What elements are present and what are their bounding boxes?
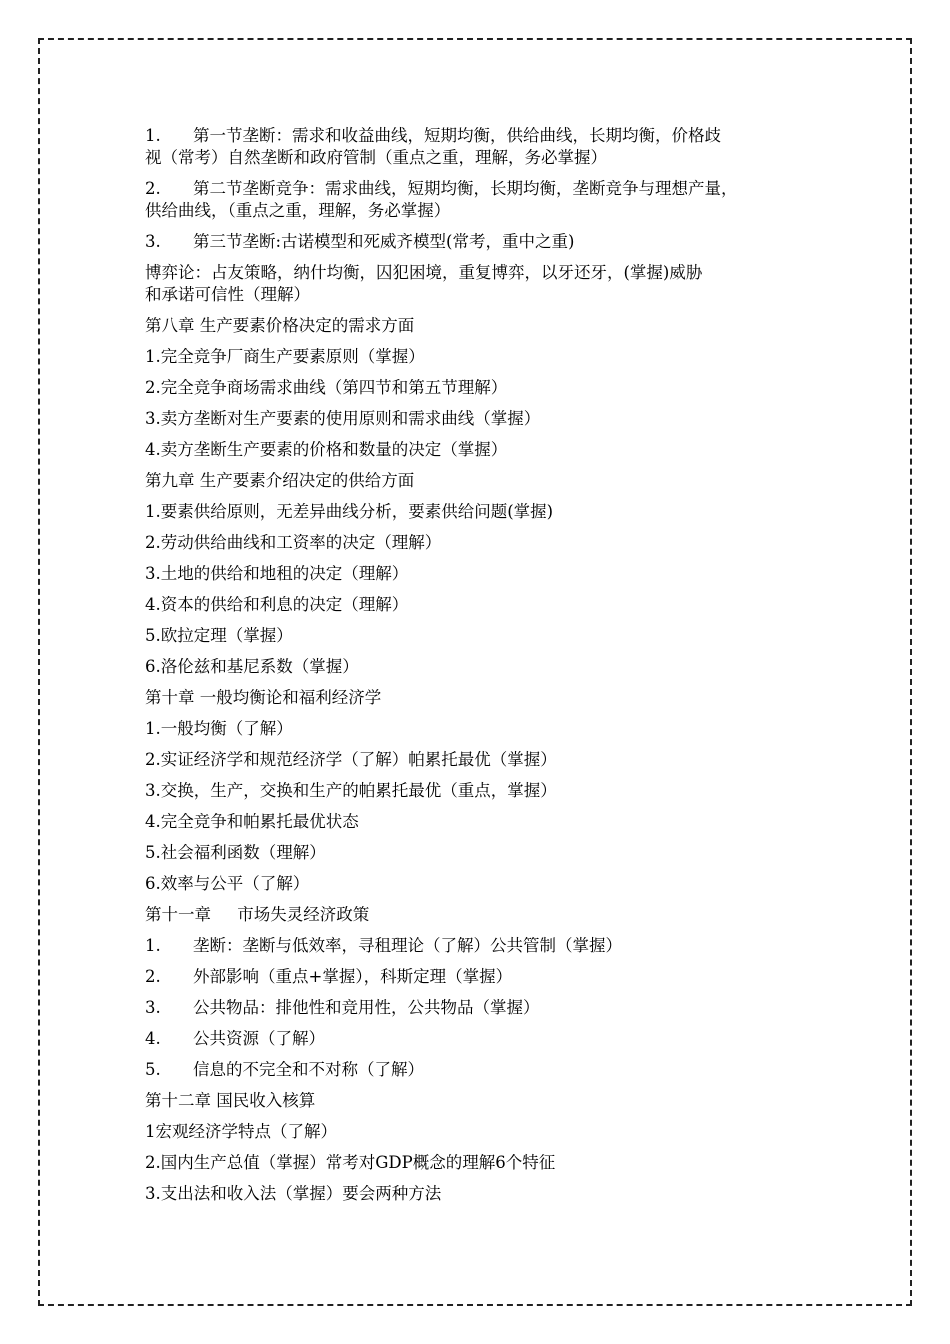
text: 6.效率与公平（了解） [145, 874, 310, 893]
text-line [145, 147, 820, 169]
paragraph [145, 563, 820, 585]
paragraph [145, 1028, 820, 1050]
paragraph [145, 687, 820, 709]
paragraph [145, 125, 820, 169]
text-line [145, 262, 820, 284]
text: 外部影响（重点+掌握），科斯定理（掌握） [193, 967, 513, 986]
text-line [145, 780, 820, 802]
text-line [145, 200, 820, 222]
text-line [145, 935, 820, 957]
list-number: 2. [145, 967, 161, 986]
text-line [145, 1059, 820, 1081]
text: 5.欧拉定理（掌握） [145, 626, 293, 645]
text: 第一节垄断：需求和收益曲线，短期均衡，供给曲线，长期均衡，价格歧 [193, 126, 721, 145]
paragraph [145, 501, 820, 523]
text: 博弈论：占友策略，纳什均衡，囚犯困境，重复博弈，以牙还牙，(掌握)威胁 [145, 263, 703, 282]
paragraph [145, 873, 820, 895]
paragraph [145, 718, 820, 740]
text: 和承诺可信性（理解） [145, 285, 310, 304]
paragraph [145, 811, 820, 833]
text: 第二节垄断竞争：需求曲线，短期均衡，长期均衡，垄断竞争与理想产量， [193, 179, 738, 198]
list-number: 1. [145, 126, 161, 145]
text: 供给曲线，（重点之重，理解，务必掌握） [145, 201, 451, 220]
text-line [145, 1028, 820, 1050]
text-line [145, 231, 820, 253]
paragraph [145, 408, 820, 430]
text-line [145, 532, 820, 554]
text-line [145, 125, 820, 147]
paragraph [145, 532, 820, 554]
text-line [145, 842, 820, 864]
paragraph [145, 935, 820, 957]
text-line [145, 1152, 820, 1174]
text: 4.资本的供给和利息的决定（理解） [145, 595, 409, 614]
text-line [145, 408, 820, 430]
paragraph [145, 346, 820, 368]
text: 3.卖方垄断对生产要素的使用原则和需求曲线（掌握） [145, 409, 541, 428]
list-number: 2. [145, 179, 161, 198]
text-line [145, 439, 820, 461]
text: 5.社会福利函数（理解） [145, 843, 326, 862]
text: 2.实证经济学和规范经济学（了解）帕累托最优（掌握） [145, 750, 557, 769]
paragraph [145, 780, 820, 802]
text-line [145, 284, 820, 306]
text: 2.完全竞争商场需求曲线（第四节和第五节理解） [145, 378, 508, 397]
paragraph [145, 1183, 820, 1205]
paragraph [145, 315, 820, 337]
text: 1.一般均衡（了解） [145, 719, 293, 738]
text-line [145, 501, 820, 523]
text-line [145, 966, 820, 988]
document-body [145, 125, 820, 1214]
paragraph [145, 1090, 820, 1112]
paragraph [145, 262, 820, 306]
text: 1.要素供给原则，无差异曲线分析，要素供给问题(掌握) [145, 502, 554, 521]
text-line [145, 1090, 820, 1112]
text-line [145, 687, 820, 709]
text: 1.完全竞争厂商生产要素原则（掌握） [145, 347, 425, 366]
text-line [145, 625, 820, 647]
text-line [145, 1183, 820, 1205]
text: 信息的不完全和不对称（了解） [193, 1060, 424, 1079]
paragraph [145, 231, 820, 253]
list-number: 3. [145, 232, 161, 251]
paragraph [145, 749, 820, 771]
text: 公共物品：排他性和竞用性，公共物品（掌握） [193, 998, 540, 1017]
text: 1宏观经济学特点（了解） [145, 1122, 337, 1141]
list-number: 3. [145, 998, 161, 1017]
text: 第八章 生产要素价格决定的需求方面 [145, 316, 415, 335]
paragraph [145, 842, 820, 864]
text-line [145, 811, 820, 833]
text: 6.洛伦兹和基尼系数（掌握） [145, 657, 359, 676]
text-line [145, 346, 820, 368]
text: 第十二章 国民收入核算 [145, 1091, 316, 1110]
list-number: 4. [145, 1029, 161, 1048]
text-line [145, 656, 820, 678]
text-line [145, 377, 820, 399]
paragraph [145, 377, 820, 399]
paragraph [145, 625, 820, 647]
paragraph [145, 997, 820, 1019]
text: 3.支出法和收入法（掌握）要会两种方法 [145, 1184, 442, 1203]
text: 3.交换，生产，交换和生产的帕累托最优（重点，掌握） [145, 781, 557, 800]
paragraph [145, 178, 820, 222]
text: 第十章 一般均衡论和福利经济学 [145, 688, 382, 707]
paragraph [145, 1121, 820, 1143]
paragraph [145, 470, 820, 492]
text-line [145, 1121, 820, 1143]
paragraph [145, 966, 820, 988]
paragraph [145, 594, 820, 616]
text: 第九章 生产要素介绍决定的供给方面 [145, 471, 415, 490]
paragraph [145, 904, 820, 926]
text: 公共资源（了解） [193, 1029, 325, 1048]
text: 垄断：垄断与低效率，寻租理论（了解）公共管制（掌握） [193, 936, 622, 955]
text: 第十一章 市场失灵经济政策 [145, 905, 370, 924]
text: 第三节垄断:古诺模型和死威齐模型(常考，重中之重) [193, 232, 575, 251]
text: 4.卖方垄断生产要素的价格和数量的决定（掌握） [145, 440, 508, 459]
paragraph [145, 1152, 820, 1174]
text-line [145, 470, 820, 492]
text-line [145, 563, 820, 585]
text-line [145, 873, 820, 895]
list-number: 5. [145, 1060, 161, 1079]
text: 3.土地的供给和地租的决定（理解） [145, 564, 409, 583]
text: 2.劳动供给曲线和工资率的决定（理解） [145, 533, 442, 552]
text-line [145, 997, 820, 1019]
text-line [145, 315, 820, 337]
paragraph [145, 439, 820, 461]
text-line [145, 718, 820, 740]
paragraph [145, 1059, 820, 1081]
text: 4.完全竞争和帕累托最优状态 [145, 812, 359, 831]
text-line [145, 904, 820, 926]
text-line [145, 749, 820, 771]
text-line [145, 594, 820, 616]
paragraph [145, 656, 820, 678]
text: 视（常考）自然垄断和政府管制（重点之重，理解，务必掌握） [145, 148, 607, 167]
text: 2.国内生产总值（掌握）常考对GDP概念的理解6个特征 [145, 1153, 556, 1172]
list-number: 1. [145, 936, 161, 955]
text-line [145, 178, 820, 200]
